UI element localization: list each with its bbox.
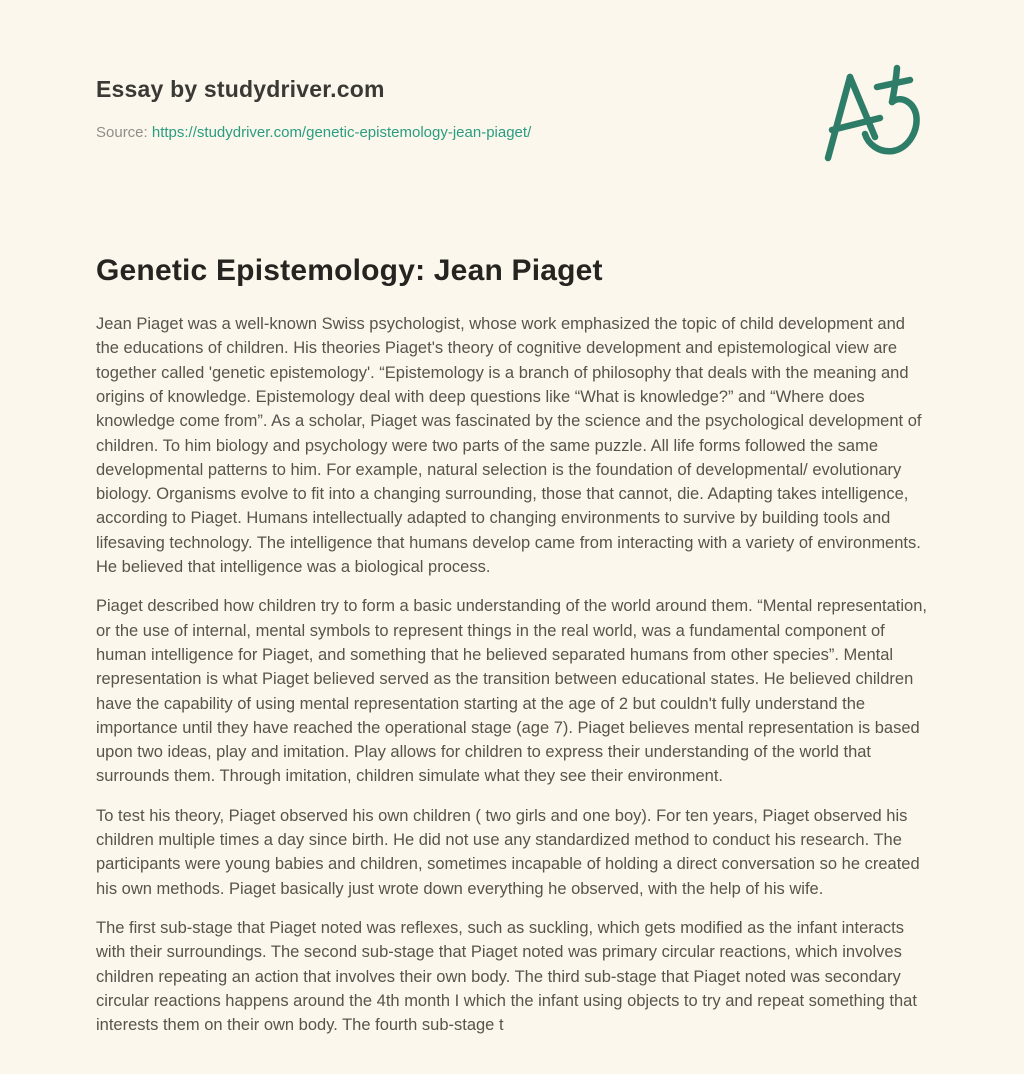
essay-title: Genetic Epistemology: Jean Piaget — [96, 253, 603, 287]
source-line — [96, 124, 928, 142]
source-label: Source: — [96, 123, 148, 141]
essay-body — [96, 312, 928, 1037]
essay-paragraph: Jean Piaget was a well-known Swiss psychologist, whose work emphasized the topic of child development and the educations of children. His theories Piaget's theory of cognitive development and epistemological view are together called 'genetic epistemology'. “Epistemology is a branch of philosophy that deals with the meaning and origins of knowledge. Epistemology deal with deep questions like “What is knowledge?” and “Where does knowledge come from”. As a scholar, Piaget was fascinated by the science and the psychological development of children. To him biology and psychology were two parts of the same puzzle. All life forms followed the same developmental patterns to him. For example, natural selection is the foundation of developmental/ evolutionary biology. Organisms evolve to fit into a changing surrounding, those that cannot, die. Adapting takes intelligence, according to Piaget. Humans intellectually adapted to changing environments to survive by building tools and lifesaving technology. The intelligence that humans develop came from interacting with a variety of environments. He believed that intelligence was a biological process. — [96, 315, 922, 577]
essay-paragraph: The first sub-stage that Piaget noted was reflexes, such as suckling, which gets modified as the infant interacts with their surroundings. The second sub-stage that Piaget noted was primary circular reactions, which involves children repeating an action that involves their own body. The third sub-stage that Piaget noted was secondary circular reactions happens around the 4th month I which the infant using objects to try and repeat something that interests them on their own body. The fourth sub-stage t — [96, 918, 917, 1035]
content-column — [96, 0, 928, 1037]
essay-paragraph: To test his theory, Piaget observed his own children ( two girls and one boy). For ten years, Piaget observed his children multiple times a day since birth. He did not use any standardized method to conduct his research. The participants were young babies and children, sometimes incapable of holding a direct conversation so he created his own methods. Piaget basically just wrote down everything he observed, with the help of his wife. — [96, 806, 920, 898]
essay-paragraph: Piaget described how children try to form a basic understanding of the world around them. “Mental representation, or the use of internal, mental symbols to represent things in the real world, was a fundamental component of human intelligence for Piaget, and something that he believed separated humans from other species”. Mental representation is what Piaget believed served as the transition between educational states. He believed children have the capability of using mental representation starting at the age of 2 but couldn't fully understand the importance until they have reached the operational stage (age 7). Piaget believes mental representation is based upon two ideas, play and imitation. Play allows for children to express their understanding of the world that surrounds them. Through imitation, children simulate what they see their environment. — [96, 597, 927, 786]
header-title: Essay by studydriver.com — [96, 76, 385, 102]
source-link[interactable]: https://studydriver.com/genetic-epistemology-jean-piaget/ — [151, 123, 532, 141]
